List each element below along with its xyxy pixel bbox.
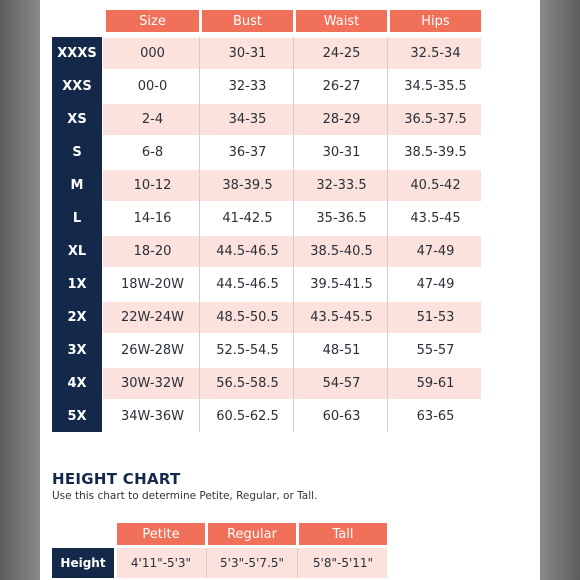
height-petite-value: 4'11"-5'3" <box>130 556 192 570</box>
height-chart-subtitle: Use this chart to determine Petite, Regular, or Tall. <box>52 490 318 502</box>
size-label: 3X <box>67 343 87 358</box>
size-label: 2X <box>67 310 87 325</box>
size-label: XXXS <box>57 46 97 61</box>
bust-cell: 36-37 <box>228 145 267 160</box>
size-cell: 14-16 <box>133 211 172 226</box>
column-divider <box>206 548 207 578</box>
column-divider <box>293 37 294 432</box>
waist-cell: 26-27 <box>322 79 361 94</box>
bust-cell: 44.5-46.5 <box>216 244 279 259</box>
height-regular-value: 5'3"-5'7.5" <box>220 556 284 570</box>
size-cell: 6-8 <box>141 145 164 160</box>
header-regular: Regular <box>208 523 296 545</box>
hips-cell: 36.5-37.5 <box>404 112 467 127</box>
hips-cell: 34.5-35.5 <box>404 79 467 94</box>
waist-cell: 35-36.5 <box>316 211 367 226</box>
size-cell: 34W-36W <box>121 409 184 424</box>
size-cell: 30W-32W <box>121 376 184 391</box>
hips-cell: 32.5-34 <box>410 46 461 61</box>
waist-cell: 54-57 <box>322 376 361 391</box>
bust-cell: 32-33 <box>228 79 267 94</box>
hips-cell: 47-49 <box>416 244 455 259</box>
header-waist: Waist <box>296 10 387 32</box>
size-label: L <box>72 211 82 226</box>
size-label: 1X <box>67 277 87 292</box>
size-label: XXS <box>62 79 92 94</box>
height-row-label: Height <box>52 548 114 578</box>
bust-cell: 48.5-50.5 <box>216 310 279 325</box>
waist-cell: 43.5-45.5 <box>310 310 373 325</box>
column-divider <box>297 548 298 578</box>
size-cell: 00-0 <box>137 79 168 94</box>
size-label: XL <box>67 244 87 259</box>
waist-cell: 32-33.5 <box>316 178 367 193</box>
height-tall-value: 5'8"-5'11" <box>312 556 374 570</box>
waist-cell: 39.5-41.5 <box>310 277 373 292</box>
waist-cell: 28-29 <box>322 112 361 127</box>
size-label: S <box>72 145 82 160</box>
waist-cell: 38.5-40.5 <box>310 244 373 259</box>
hips-cell: 55-57 <box>416 343 455 358</box>
size-label: XS <box>67 112 87 127</box>
bust-cell: 60.5-62.5 <box>216 409 279 424</box>
waist-cell: 30-31 <box>322 145 361 160</box>
size-cell: 26W-28W <box>121 343 184 358</box>
header-size: Size <box>106 10 199 32</box>
waist-cell: 60-63 <box>322 409 361 424</box>
size-label: 4X <box>67 376 87 391</box>
size-cell: 18W-20W <box>121 277 184 292</box>
height-chart-title: HEIGHT CHART <box>52 470 181 488</box>
bust-cell: 44.5-46.5 <box>216 277 279 292</box>
hips-cell: 47-49 <box>416 277 455 292</box>
size-label: M <box>70 178 84 193</box>
waist-cell: 24-25 <box>322 46 361 61</box>
bust-cell: 30-31 <box>228 46 267 61</box>
left-side-bar <box>0 0 40 580</box>
size-cell: 22W-24W <box>121 310 184 325</box>
size-cell: 000 <box>140 46 165 61</box>
hips-cell: 63-65 <box>416 409 455 424</box>
header-hips: Hips <box>390 10 481 32</box>
hips-cell: 43.5-45 <box>410 211 461 226</box>
size-cell: 2-4 <box>141 112 164 127</box>
hips-cell: 51-53 <box>416 310 455 325</box>
header-petite: Petite <box>117 523 205 545</box>
bust-cell: 41-42.5 <box>222 211 273 226</box>
bust-cell: 56.5-58.5 <box>216 376 279 391</box>
size-cell: 10-12 <box>133 178 172 193</box>
hips-cell: 38.5-39.5 <box>404 145 467 160</box>
bust-cell: 38-39.5 <box>222 178 273 193</box>
column-divider <box>199 37 200 432</box>
waist-cell: 48-51 <box>322 343 361 358</box>
right-side-bar <box>540 0 580 580</box>
bust-cell: 52.5-54.5 <box>216 343 279 358</box>
header-bust: Bust <box>202 10 293 32</box>
size-cell: 18-20 <box>133 244 172 259</box>
hips-cell: 40.5-42 <box>410 178 461 193</box>
column-divider <box>387 37 388 432</box>
bust-cell: 34-35 <box>228 112 267 127</box>
header-tall: Tall <box>299 523 387 545</box>
hips-cell: 59-61 <box>416 376 455 391</box>
size-label: 5X <box>67 409 87 424</box>
